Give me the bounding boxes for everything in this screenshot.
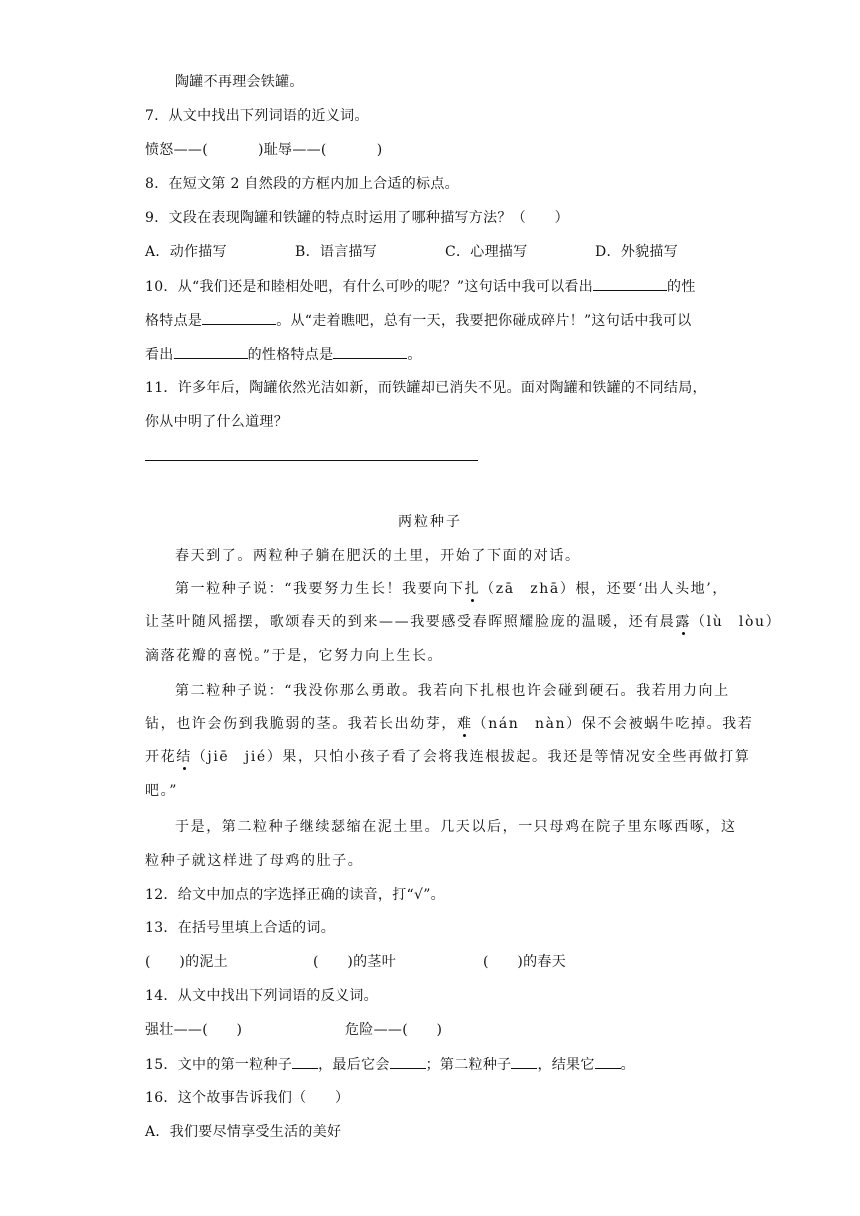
q13-item-2[interactable]: ( )的茎叶: [313, 954, 397, 970]
q10-text: 。从“走着瞧吧，总有一天，我要把你碰成碎片！”这句话中我可以: [276, 313, 692, 329]
passage-paragraph-3-line3: [145, 747, 750, 767]
question-16: 16．这个故事告诉我们（ ）: [145, 1090, 350, 1106]
q10-text: 的性: [667, 279, 696, 295]
q15-text: ，结果它: [537, 1057, 595, 1073]
passage-title: 两粒种子: [398, 514, 462, 530]
passage-paragraph-2-line1: [175, 579, 728, 599]
passage-text: 钻，也许会伤到我脆弱的茎。我若长出幼芽，: [145, 716, 457, 732]
question-12: 12．给文中加点的字选择正确的读音，打“√”。: [145, 887, 445, 903]
q7-c: ): [376, 142, 383, 158]
answer-blank[interactable]: [595, 1054, 621, 1069]
passage-text: 开花: [145, 749, 177, 765]
dotted-char: 难: [457, 716, 473, 732]
q10-text: 的性格特点是: [247, 347, 334, 363]
question-14: 14．从文中找出下列词语的反义词。: [145, 988, 378, 1004]
question-10-line3: [145, 344, 422, 365]
question-7: 7．从文中找出下列词语的近义词。: [145, 108, 369, 124]
passage-text: （lù lòu）: [691, 614, 782, 630]
q7-a: 愤怒——(: [145, 142, 208, 158]
passage-paragraph-4-line2: 粒种子就这样进了母鸡的肚子。: [145, 853, 364, 869]
q14-item-1[interactable]: 强壮——( ): [145, 1022, 243, 1038]
passage-text: 让茎叶随风摇摆，歌颂春天的到来——我要感受春晖照耀脸庞的温暖，还有晨: [145, 614, 676, 630]
passage-paragraph-4-line1: 于是，第二粒种子继续瑟缩在泥土里。几天以后，一只母鸡在院子里东啄西啄，这: [175, 819, 737, 835]
q10-text: 10．从“我们还是和睦相处吧，有什么可吵的呢？”这句话中我可以看出: [145, 279, 594, 295]
q14-item-2[interactable]: 危险——( ): [345, 1022, 443, 1038]
question-11-line1: 11．许多年后，陶罐依然光洁如新，而铁罐却已消失不见。面对陶罐和铁罐的不同结局，: [145, 380, 707, 396]
q9-option-c: C．心理描写: [445, 244, 528, 260]
q15-text: ，最后它会: [318, 1057, 390, 1073]
q13-item-3[interactable]: ( )的春天: [483, 954, 567, 970]
passage-paragraph-3-line2: [145, 714, 753, 734]
passage-text: （zā zhā）根，还要‘出人头地’，: [480, 581, 728, 597]
q10-text: 。: [407, 347, 422, 363]
answer-blank[interactable]: [174, 344, 248, 359]
question-11-line2: 你从中明了什么道理？: [145, 414, 288, 430]
passage-text: （jiē jié）果，只怕小孩子看了会将我连根拔起。我还是等情况安全些再做打算: [191, 749, 751, 765]
q16-option-a: A．我们要尽情享受生活的美好: [145, 1124, 342, 1140]
passage-paragraph-1: 春天到了。两粒种子躺在肥沃的土里，开始了下面的对话。: [175, 548, 581, 564]
dotted-char: 扎: [464, 581, 481, 597]
answer-blank[interactable]: [202, 310, 276, 325]
passage-paragraph-3-line4: 吧。”: [145, 783, 178, 799]
q9-option-a: A．动作描写: [145, 244, 227, 260]
q15-text: 。: [620, 1057, 635, 1073]
q13-item-1[interactable]: ( )的泥土: [145, 954, 229, 970]
answer-blank[interactable]: [593, 276, 667, 291]
question-10-line2: [145, 310, 692, 331]
question-15: [145, 1054, 635, 1075]
q15-text: 15．文中的第一粒种子: [145, 1057, 293, 1073]
passage-paragraph-2-line2: [145, 612, 781, 632]
answer-line[interactable]: [145, 460, 478, 461]
dotted-char: 露: [675, 614, 692, 630]
q10-text: 格特点是: [145, 313, 203, 329]
q7-b: )耻辱——(: [257, 142, 327, 158]
q9-option-b: B．语言描写: [295, 244, 378, 260]
answer-blank[interactable]: [292, 1054, 318, 1069]
answer-blank[interactable]: [511, 1054, 537, 1069]
q10-text: 看出: [145, 347, 174, 363]
question-8: 8．在短文第 2 自然段的方框内加上合适的标点。: [145, 176, 459, 192]
text-line: 陶罐不再理会铁罐。: [175, 74, 304, 90]
q15-text: ；第二粒种子: [425, 1057, 512, 1073]
dotted-char: 结: [176, 749, 192, 765]
passage-text: 第一粒种子说：“我要努力生长！我要向下: [175, 581, 465, 597]
passage-text: （nán nàn）保不会被蜗牛吃掉。我若: [472, 716, 754, 732]
passage-paragraph-2-line3: 滴落花瓣的喜悦。”于是，它努力向上生长。: [145, 648, 444, 664]
question-9: 9．文段在表现陶罐和铁罐的特点时运用了哪种描写方法？（ ）: [145, 210, 569, 226]
answer-blank[interactable]: [333, 344, 407, 359]
question-13: 13．在括号里填上合适的词。: [145, 920, 336, 936]
question-7-items: [145, 140, 382, 160]
passage-paragraph-3-line1: 第二粒种子说：“我没你那么勇敢。我若向下扎根也许会碰到硬石。我若用力向上: [175, 683, 730, 699]
answer-blank[interactable]: [390, 1054, 426, 1069]
question-10-line1: [145, 276, 696, 297]
q9-option-d: D．外貌描写: [595, 244, 679, 260]
